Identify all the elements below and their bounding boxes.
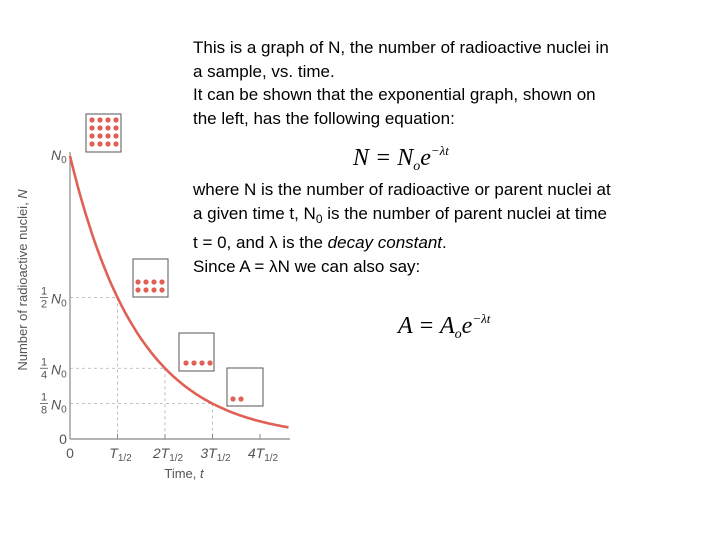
nucleus-dot <box>199 360 204 365</box>
nucleus-dot <box>159 279 164 284</box>
y-tick-coef-num-2: 1 <box>40 356 48 369</box>
eq2-lhs: A <box>398 313 413 339</box>
equation-n <box>353 143 449 175</box>
y-tick-coef-den-2: 4 <box>40 369 48 382</box>
y-tick-coef-den-3: 8 <box>40 404 48 417</box>
eq1-sub: o <box>413 159 421 174</box>
eq1-e: e <box>420 145 431 171</box>
y-tick-label-0: $N_0$ <box>51 147 67 166</box>
nucleus-dot <box>105 117 110 122</box>
intro-line-4: the left, has the following equation: <box>193 108 455 128</box>
nucleus-dot <box>89 125 94 130</box>
x-tick-labels <box>66 445 278 464</box>
nucleus-dot <box>113 117 118 122</box>
explain-line-2a: a given time t, N <box>193 203 316 223</box>
x-tick-label-4: $4T_{1/2}$ <box>247 445 279 464</box>
y-tick-labels <box>40 147 67 447</box>
inset-frame-2 <box>179 333 214 371</box>
eq2-base: A <box>440 313 455 339</box>
eq1-exp: −λt <box>430 143 449 158</box>
explain-line-3a: t = 0, and λ is the <box>193 233 328 252</box>
intro-text <box>193 36 693 130</box>
nucleus-dot <box>159 287 164 292</box>
nucleus-dot <box>143 287 148 292</box>
x-tick-label-1: $T_{1/2}$ <box>109 445 132 464</box>
nucleus-dot <box>230 396 235 401</box>
nucleus-dot <box>97 125 102 130</box>
explain-line-3 <box>193 231 693 255</box>
y-tick-label-4: 0 <box>59 431 67 447</box>
nucleus-dot <box>89 141 94 146</box>
y-tick-coef-den-1: 2 <box>40 298 48 311</box>
y-tick-label-2: $N_0$ <box>51 361 67 381</box>
y-tick-label-3: $N_0$ <box>51 396 67 416</box>
explain-line-3b: . <box>442 233 447 252</box>
inset-box-0 <box>86 114 121 152</box>
x-tick-label-0: 0 <box>66 445 74 461</box>
eq2-exp: −λt <box>472 311 491 326</box>
y-tick-coef-num-1: 1 <box>40 285 48 298</box>
nucleus-dot <box>183 360 188 365</box>
intro-line-2: a sample, vs. time. <box>193 61 335 81</box>
y-tick-coef-num-3: 1 <box>40 391 48 404</box>
nucleus-dot <box>238 396 243 401</box>
nucleus-dot <box>191 360 196 365</box>
decay-constant-term: decay constant <box>327 233 443 252</box>
explain-text <box>193 178 693 278</box>
nucleus-dot <box>97 141 102 146</box>
nucleus-dot <box>151 287 156 292</box>
nucleus-dot <box>143 279 148 284</box>
explain-line-2 <box>193 202 693 232</box>
nucleus-dot <box>97 117 102 122</box>
equation-a <box>398 311 490 343</box>
eq2-sub: o <box>454 327 462 342</box>
inset-box-3 <box>227 368 263 406</box>
inset-box-1 <box>133 259 168 297</box>
axis-labels <box>15 189 205 481</box>
explain-line-1: where N is the number of radioactive or parent nuclei at <box>193 180 611 199</box>
inset-box-2 <box>179 333 214 371</box>
eq2-e: e <box>461 313 473 339</box>
nucleus-dot <box>113 125 118 130</box>
eq1-lhs: N <box>353 145 370 171</box>
x-tick-label-3: $3T_{1/2}$ <box>200 445 231 464</box>
nucleus-dot <box>105 141 110 146</box>
nucleus-dot <box>135 287 140 292</box>
x-axis-label: Time, t <box>164 466 204 481</box>
nucleus-dot <box>113 141 118 146</box>
nucleus-dot <box>135 279 140 284</box>
y-axis-label: Number of radioactive nuclei, N <box>15 189 30 371</box>
explain-line-4: Since A = λN we can also say: <box>193 256 421 276</box>
eq1-equals: = <box>369 145 398 171</box>
explain-line-2b: is the number of parent nuclei at time <box>322 203 607 223</box>
y-tick-label-1: $N_0$ <box>51 290 67 310</box>
explain-line-2-sub: 0 <box>315 211 323 226</box>
nucleus-dot <box>89 117 94 122</box>
nucleus-dot <box>89 133 94 138</box>
intro-line-3: It can be shown that the exponential graph, shown on <box>193 85 596 104</box>
nucleus-dot <box>207 360 212 365</box>
nucleus-dot <box>105 125 110 130</box>
nucleus-dot <box>151 279 156 284</box>
eq1-base: N <box>397 145 414 171</box>
nucleus-dot <box>105 133 110 138</box>
eq2-equals: = <box>412 313 440 339</box>
nucleus-dot <box>113 133 118 138</box>
intro-line-1: This is a graph of N, the number of radioactive nuclei in <box>193 38 609 57</box>
nucleus-dot <box>97 133 102 138</box>
x-tick-label-2: $2T_{1/2}$ <box>152 445 184 464</box>
